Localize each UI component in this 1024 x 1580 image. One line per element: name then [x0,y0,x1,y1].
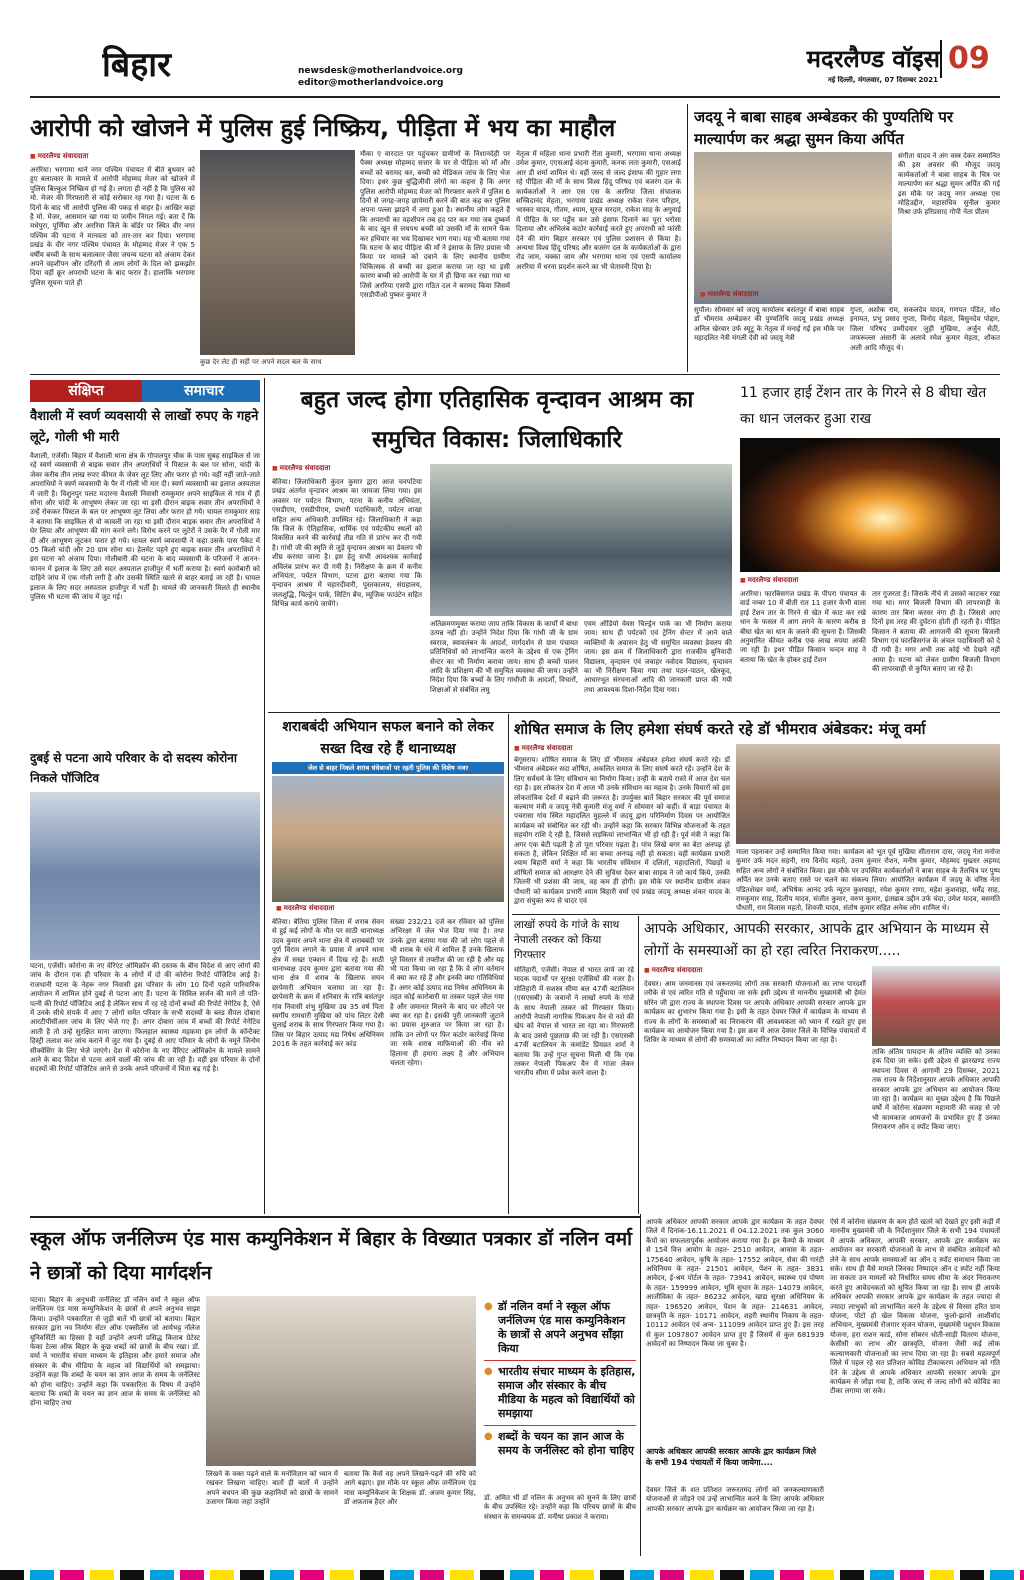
brief-tag-1: संक्षिप्त [30,380,142,402]
email-editor[interactable]: editor@motherlandvoice.org [298,78,444,88]
fire-t1: अररिया। फारबिसगंज प्रखंड के पीपरा पंचायत के वार्ड नम्बर 10 में बीती रात 11 हजार केभी वाला हाई टेंशन तार के गिरने से खेत में काट कर रखे धान के फसल में आग लगने के कारण करीब 8 बीघा खेत का धान के जलने की सूचना है। जिसकी अनुमानित कीमत करीब एक लाख रुपया आंकी जा रही है। इधर पीड़ित किसान चन्दन साह ने बताया कि खेत के होकर हाई टेंशन [740,590,866,664]
a1-headline: आरोपी को खोजने में पुलिस हुई निष्क्रिय, पीड़िता में भय का माहौल [30,114,616,142]
liquor-strip: जेल से बाहर निकले शराब धंधेबाजों पर रहती पुलिस की विशेष नजर [272,762,504,774]
school-cap3: डॉ. अमित भी डॉ नलिन के अनुभव को सुनने के लिए छात्रों के बीच उपस्थित रहे। उन्होंने कहा कि परिचय छात्रों के बीच संस्थान के समन्वयक डॉ. मनीषा प्रकाश ने कराया। [484,1494,636,1521]
row4-rule [30,1216,640,1218]
amb2-photo [736,744,1000,844]
a1-divider [687,104,688,372]
brief-tag-2: समाचार [184,383,224,399]
brief-tag [30,380,260,402]
school-bullets [484,1296,636,1492]
vrindavan-byline [272,464,422,474]
liquor-divider [508,714,509,1214]
liquor-photo [272,776,504,902]
aapke-headline: आपके अधिकार, आपकी सरकार, आपके द्वार अभियान के माध्यम से लोगों के समस्याओं का हो रहा त्वरित निराकरण..... [644,921,989,959]
brief-h2: दुबई से पटना आये परिवार के दो सदस्य कोरोना निकले पॉजिटिव [30,751,237,785]
school-photo [206,1296,476,1466]
school-t1: पटना। बिहार के अनुभवी जर्नलिस्ट डॉ नलिन वर्मा ने स्कूल ऑफ जर्नलिज्म एंड मास कम्युनिकेशन के छात्रों से अपने अनुभव साझा किया। उन्होंने पत्रकारिता से जुड़ी बातें भी छात्रों को बताया। बिहार सरकार द्वारा नव निर्माण सेंटर ऑफ एक्सीलेंस जो आर्यभट्ट नॉलेज यूनिवर्सिटी का हिस्सा है वहाँ उन्होंने अपनी प्रसिद्ध किताब ग्रेटेस्ट फेका टेल्स ऑफ बिहार के कुछ शब्दों को छात्रों के बीच रखा। डॉ. वर्मा ने भारतीय संचार माध्यम के इतिहास और हमारे समाज और संस्कार के बीच मीडिया के महत्व को विद्यार्थियों को समझाया। उन्होंने कहा कि शब्दों के चयन का ज्ञान आज के समय के जर्नलिस्ट को होना चाहिए। उन्होंने कहा कि पत्रकारिता के विषय में उन्होंने बताया कि शब्दों के चयन का ज्ञान आज के समय के जर्नलिस्ट को होना चाहिए तथा [30,1296,200,1408]
a1-col3: नेतृत्व में महिला थाना प्रभारी रीता कुमारी, भरगामा थाना अध्यक्ष उमेश कुमार, एएसआई वंदना कुमारी, कनक लता कुमारी, एसआई आर डी शर्मा शामिल थे। वहीं जल्द से जल्द इंसाफ की गुहार लगा रहे पीड़िता की माँ के साथ विश्व हिंदू परिषद एवं बजरंग दल के कार्यकर्ताओं ने आर एस एस के अररिया जिला संचालक सच्चिदानंद मेहता, भरगामा प्रखंड अध्यक्ष राकेश रंजन परिहार, भास्कर यादव, गौतम, श्याम, सूरज सरदार, राकेश साह के अगुवाई में पीड़ित के घर पहुँच कर उसे इंसाफ दिलाने का पूरा भरोसा दिलाया और अभिलंब कठोर कार्रवाई करते हुए अपराधी को फांसी देने की मांग बिहार सरकार एवं पुलिस प्रशासन से किया है। अन्यथा विश्व हिंदू परिषद और बजरंग दल के कार्यकर्ताओं के द्वारा रोड जाम, चक्का जाम और भरगामा थाना एवं एसपी कार्यालय अररिया में धरना प्रदर्शन करने का भी चेतावनी दिया है। [516,150,681,271]
school-cap1: लिखने के वक्त पढ़ने वाले के मनोविज्ञान को ध्यान में रखकर लिखना चाहिए। बातों ही बातों में उन्होंने अपने बचपन की कुछ कहानियों को छात्रों के सामने उजागर किया जहां उन्होंने [206,1470,338,1507]
print-color-bar [0,1570,1024,1580]
a2-body1: सुपौल। सोमवार को जदयू कार्यालय बसंतपुर में बाबा साहब डॉ भीमराव अम्बेडकर की पुण्यतिथि जदयू प्रखंड अध्यक्ष अनिल खेरवार उर्फ स्मूटू के नेतृत्व में मनाई गई इस मौके पर महादलित नेत्री मंगली देवी को जदयू नेत्री [694,306,844,343]
row3-rule [512,914,1000,915]
nepal-t1: मोतिहारी, एजेंसी। नेपाल से भारत लाये जा रहे मादक पदार्थों पर सुरक्षा एजेंसियों की नजर है। मोतिहारी में सशस्त्र सीमा बल 47वीं बटालियन (एसएसबी) के जवानों ने लाखों रुपये के गांजे के साथ नेपाली तस्कर को गिरफ्तार किया। आरोपी नेपाली नागरिक पिकअप वैन से नशे की खेप को नेपाल से भारत ला रहा था। गिरफ्तारी के बाद उससे पूछताछ की जा रही है। एसएसबी 47वीं बटालियन के कमांडेंट प्रियव्रत शर्मा ने बताया कि उन्हें गुप्त सूचना मिली थी कि एक तस्कर नेपाली पिकअप वैन में गांजा लेकर भारतीय सीमा में प्रवेश करने वाला है। [514,966,634,1078]
a2-byline [700,290,840,300]
school-bullet-2: ● भारतीय संचार माध्यम के इतिहास, समाज और संस्कार के बीच मीडिया के महत्व को विद्यार्थियों को समझाया [484,1361,636,1426]
a1-photo [200,150,355,355]
a1-byline [30,152,190,162]
aapke-right1: ताकि अंतिम पायदान के अंतिम व्यक्ति को उनका हक दिया जा सके। इसी उद्देश्य से झारखण्ड राज्य स्थापना दिवस से आगामी 29 दिसम्बर, 2021 तक राज्य के निर्देशानुसार आपके अधिकार आपकी सरकार आपके द्वार अभियान का आयोजन किया जा रहा है। कार्यक्रम का मुख्य उद्देश्य है कि पिछले वर्षों में कोरोना संक्रमण महामारी की वजह से जो भी कामकाज आमजनों के प्रभावित हुए हैं उनका निराकरण ऑन द स्पॉट किया जाए। [872,1048,1000,1132]
brief-t2: पटना, एजेंसी। कोरोना के नए वेरिएंट ओमिक्रॉन की दस्तक के बीच विदेश से आए लोगों की जांच के दौरान एक ही परिवार के 4 लोगों में दो की कोरोना रिपोर्ट पॉजिटिव आई है। राजधानी पटना के नेहरू नगर निवासी इस परिवार के लोग 10 दिनों पहले पारिवारिक आयोजन में शामिल होने दुबई से पटना आए हैं। पटना के सिविल सर्जन की मानें तो पति-पत्नी की रिपोर्ट पॉजिटिव आई है लेकिन साथ में रह रहे दोनों बच्चों की रिपोर्ट नेगेटिव है, ऐसे में उनके सीधे संपर्क में आए 7 लोगों समेत परिवार के सभी सदस्यों के ब्लड सैंपल दोबारा आरटीपीसीआर जांच के लिए भेजे गए हैं। अगर दोबारा जांच में बच्चों की रिपोर्ट नेगेटिव आती है तो उन्हें सुरक्षित माना जाएगा। फिलहाल स्वास्थ्य महकमा इन लोगों के कॉन्टैक्ट हिस्ट्री तलाश कर जांच कराने में जुट गया है। दुबई से आए परिवार के लोगों के नमूने जिनोम सीक्वेंसिंग के लिए भेजे जाएंगे। देश में कोरोना के नए वैरिएंट ओमिक्रोन के मामले सामने आने के बाद विदेश से पटना आने वालों की जांच की जा रही है। वहीं इस परिवार के दोनों सदस्यों की रिपोर्ट पॉजिटिव आने से उनके अपने परिजनों में चिंता बढ़ गई है। [30,962,260,1074]
aapke-t2: आपके अधिकार आपकी सरकार आपके द्वार कार्यक्रम के तहत देवघर जिले में दिनांक-16.11.2021 से 04.12.2021 तक कुल 3060 कैंपों का सफलतापूर्वक आयोजन कराया गया है। इन कैम्पो के माध्यम से 15वें वित्त आयोग के तहत- 2510 आवेदन, आवास के तहत- 175640 आवेदन, कृषि के तहत- 17552 आवेदन, सेवा की गारंटी अधिनियम के तहत- 21501 आवेदन, पेंशन के तहत- 3831 आवेदन, ई-श्रम पोर्टल के तहत- 73941 आवेदन, स्वास्थ्य एवं पोषण के तहत- 159999 आवेदन, भूमि सुधार के तहत- 14079 आवेदन, आजीविका के तहत- 86232 आवेदन, खाद्य सुरक्षा अधिनियम के तहत- 196520 आवेदन, पेंशन के तहत- 214631 आवेदन, छात्रवृति के तहत- 10171 आवेदन, शहरी स्थानीय निकाय के तहत- 10112 आवेदन एवं अन्य- 111099 आवेदन प्राप्त हुए हैं। इस तरह से कुल 1097807 आवेदन प्राप्त हुए हैं जिसमें से कुल 681939 आवेदनों का निष्पादन किया जा चुका है। [646,1218,824,1349]
a2-body2: गुप्ता, अशोक राम, सकलदेव यादव, गणपत पंडित, मोo इनायत, प्रभु प्रसाद गुप्ता, विनोद मेहता, बिसुनदेव पोद्दार, जिला परिषद उम्मीदवार जुही मुखिया, अर्जुन सेठी, जफरूल्ला अंसारी के अलावे रमेश कुमार मेहता, शौकत अली आदि मौजूद थे। [850,306,1000,352]
amb2-caption: माला पहनाकर उन्हें सम्मानित किया गया। कार्यक्रम को भूत पूर्व मुखिया सीताराम दास, जदयू नेता मनोज कुमार उर्फ मदन सहनी, राम विनोद महतो, उत्तम कुमार रोशन, मनीष कुमार, मोहम्मद मुख्तार अहमद सहित अन्य लोगों ने संबोधित किया। इस मौके पर उपस्थित कार्यकर्ताओं ने बाबा साहब के तैलचित्र पर पुष्प अर्पित कर उनके बताए रास्ते पर चलने का संकल्प लिया। आयोजित कार्यक्रम में जदयू के वरिष्ठ नेता पंडितशेखर वर्मा, अभिषेक आनंद उर्फ न्यूटन कुशवाहा, रमेश कुमार राणा, महेश कुशवाहा, धर्मेंद्र साह, रामकुमार साह, दिलीप यादव, संजीत कुमार, वरुण कुमार, इंतखाब उद्दीन उर्फ चंदा, उमेश यादव, बसमति पौधारी, राम विलास महतो, शिवजी यादव, संतोष कुमार सहित अनेक लोग शामिल थे। [736,848,1000,912]
aapke-byline [644,966,784,976]
row2-rule [268,712,1000,713]
masthead-rule [30,96,1000,98]
aapke-t1: देवघर। आम जनमानस एवं जरूरतमंद लोगों तक सरकारी योजनाओं का लाभ पारदर्शी तरीके से एवं त्वरित गति से पहुँचाया जा सके इसी उद्देश्य से माननीय मुख्यमंत्री श्री हेमंत सोरेन जी द्वारा राज्य के स्थापना दिवस पर आपके अधिकार आपकी सरकार आपके द्वार कार्यक्रम का शुभारंभ किया गया है। इसी के तहत देवघर जिले में कार्यक्रम के माध्यम से राज्य के लोगों के समस्याओं का निराकरण की आवश्यकता को ध्यान में रखते हुए इस कार्यक्रम का आयोजन किया गया है। इस क्रम में आज देवघर जिले के विभिन्न पंचायतों में शिविर के माध्यम से लोगों की समस्याओं का त्वरित निष्पादन किया जा रहा है। [644,980,866,1045]
brief-h1: वैशाली में स्वर्ण व्यवसायी से लाखों रुपए के गहने लूटे, गोली भी मारी [30,409,259,445]
amb2-byline-text: ■ मदरलैण्ड संवाददाता [514,744,654,753]
brief-divider [264,378,265,1214]
vrindavan-photo [430,464,732,616]
school-headline: स्कूल ऑफ जर्नलिज्म एंड मास कम्युनिकेशन में बिहार के विख्यात पत्रकार डॉ नलिन वर्मा ने छात्रों को दिया मार्गदर्शन [30,1228,632,1284]
fire-photo [740,438,1000,572]
amb2-headline: शोषित समाज के लिए हमेशा संघर्ष करते रहे डॉ भीमराव अंबेडकर: मंजू वर्मा [514,720,926,738]
aapke-bold: आपके अधिकार आपकी सरकार आपके द्वार कार्यक्रम जिले के सभी 194 पंचायतों में किया जायेगा.... [646,1447,817,1467]
nepal-headline: लाखों रुपये के गांजे के साथ नेपाली तस्कर को किया गिरफ्तार [514,919,620,961]
liquor-byline [276,904,416,914]
nepal-divider [638,916,639,1214]
email-newsdesk[interactable]: newsdesk@motherlandvoice.org [298,66,463,76]
a2-side: संगीता यादव ने अंग वस्त्र देकर सम्मानित की इस अवसर की मौजूद जदयू कार्यकर्ताओं ने बाबा साहब के चित्र पर माल्यार्पण कर श्रद्धा सुमन अर्पित की गई इस मौके पर जदयू नगर अध्यक्ष एस मोहिउद्दीन, महासचिव सुनील कुमार मिश्रा उर्फ हरिप्रसाद गोपी नेता प्रीतम [898,152,1000,217]
fire-t2: तार गुजरता है। जिसके नीचे से उसको काटकर रखा गया था। मगर बिजली विभाग की लापरवाही के कारण तार बिना करवर नंगा ही है। जिससे आए दिनों इस तरह की दुर्घटना होती ही रहती है। पीड़ित किसान ने बताया की आगजनी की सूचना बिजली विभाग एवं फारबिसगंज के अंचल पदाधिकारी को दे दी गयी है। मगर अभी तक कोई भी देखने नहीं आया है। घटना को लेकर ग्रामीण बिजली विभाग की लापरवाही से कुपित बताए जा रहे हैं। [872,590,1000,674]
aapke-byline-text: ■ मदरलैण्ड संवाददाता [644,966,784,975]
fire-headline: 11 हजार हाई टेंशन तार के गिरने से 8 बीघा खेत का धान जलकर हुआ राख [740,385,987,427]
amb2-t1: बेगूसराय। शोषित समाज के लिए डॉ भीमराव अंबेडकर हमेशा संघर्ष करते रहे। डॉ भीमराव अंबेडकर सदा शोषित, अकलित समाज के लिए संघर्ष करते रहें। उन्होंने देश के लिए सर्वधर्म के लिए संविधान का निर्माण किया। उन्हीं के बताये रास्ते में आज देश चल रहा है। इस लोकतंत्र देश में आज भी उनके संविधान का महत्व है। उनके विचारों को इस लोकतांत्रिक देशों में बढ़ाने की जरूरत है। उपर्युक्त बातें बिहार सरकार की पूर्व समाज कल्याण मंत्री व जदयू नेत्री कुमारी मंजू वर्मा ने सोमवार को कहीं। वे बाड़ा पंचायत के पचरासा गांव स्थित महादलित मुहल्ले में जदयू द्वारा परिनिर्माण दिवस पर आयोजित कार्यक्रम को संबोधित कर रही थी। उन्होंने कहा कि सरकार विभिन्न योजनाओं के तहत सहयोग राशि दे रही है, जिससे लड़कियां लाभान्वित भी हो रही हैं। पूर्व मंत्री ने कहा कि अगर एक बेटी पढ़ती है तो पूरा परिवार पढ़ता है। पांच लिखे बगर का बेटा अनपढ़ हो सकता है, लेकिन शिक्षित माँ का बच्चा अनपढ़ नहीं हो सकता। वहीं कार्यक्रम प्रभारी श्याम बिहारी वर्मा ने कहा कि भारतीय संविधान में दलितों, महादलितों, पिछड़ों व शोषितों समाज को आरक्षण देने की सुविधा देकर बाबा साहब ने जो कार्य किये, उनकी जितनी भी प्रशंसा की जाय, वह कम ही होगी। इस मौके पर स्थानीय ग्रामीण शंकर पौधारी को कार्यक्रम प्रभारी श्याम बिहारी वर्मा एवं प्रखंड जदयू अध्यक्ष शंकर यादव के द्वारा संयुक्त रूप से चादर एवं [514,756,730,906]
a2-headline: जदयू ने बाबा साहब अम्बेडकर की पुण्यतिथि पर माल्यार्पण कर श्रद्धा सुमन किया अर्पित [694,108,954,148]
brief-photo [30,792,260,960]
vrindavan-headline: बहुत जल्द होगा एतिहासिक वृन्दावन आश्रम का समुचित विकास: जिलाधिकारि [300,387,694,453]
aapke-t4: ऐसे में कोरोना संक्रमण के कम होते खतरे को देखते हुए इसी कड़ी में माननीय मुख्यमंत्री जी के निर्देशानुसार जिले के सभी 194 पंचायतों में आपके अधिकार, आपकी सरकार, आपके द्वार कार्यक्रम का आयोजन कर सरकारी योजनाओं के लाभ से संबंधित आवेदनों को लेने के साथ आपके समस्याओं का ऑन द स्पॉट समाधान किया जा सके। साथ ही वैसे मामले जिनका निष्पादन ऑन द स्पॉट नहीं किया जा सकता उन मामलों को निर्धारित समय सीमा के अंदर निराकरण करते हुए आवेदनकर्ता को सूचित किया जा रहा है। साथ ही आपके अधिकार आपकी सरकार आपके द्वार कार्यक्रम के तहत ज्यादा से ज्यादा लाभुकों को लाभान्वित करने के उद्देश्य से विरसा हरित ग्राम योजना, पोटो हो खेल विकास योजना, फूलो-झानो आशीर्वाद अभियान, मुख्यमंत्री रोजगार सृजन योजना, मुख्यमंत्री पशुधन विकास योजना, हरा राशन कार्ड, सोना सोबरन धोती-साड़ी वितरण योजना, केसीसी का लाभ और छात्रवृति, योजना जैसी कई लोक कल्याणकारी योजनाओं का लाभ दिया जा रहा है। सबसे महत्वपूर्ण जिले में पहल रहे सत प्रतिशत कोविड टीकाकरण अभियान को गति देने के उद्देश्य से आपके अधिकार आपकी सरकार आपके द्वार कार्यक्रम से जोड़ा गया है, ताकि जल्द से जल्द लोगों को कोविड का टीका लगाया जा सके। [830,1218,1000,1396]
page-number: 09 [940,40,1000,78]
vrindavan-t3: एवम ऑडियो वेवस चिल्ड्रेन पार्क का भी निर्माण कराया जाय। साथ ही पर्यटकों एवं ट्रेनिंग सेन्टर में आने वाले व्यक्तियों के अवासन हेतु भी समुचित व्यवस्था डेवलप की जाय। इस क्रम में जिलाधिकारी द्वारा राजकीय बुनियादी विद्यालय, वृन्दावन एवं जवाहर नवोदय विद्यालय, वृन्दावन का भी निरीक्षण किया गया तथा पठन-पाठन, खेलकूद, आधारभूत संरचनाओं आदि की जानकारी प्राप्त की गयी तथा आवश्यक दिशा-निर्देश दिया गया। [584,620,732,694]
school-bullet-1: ● डॉ नलिन वर्मा ने स्कूल ऑफ जर्नलिज्म एंड मास कम्युनिकेशन के छात्रों से अपने अनुभव साँझा किया [484,1296,636,1361]
liquor-headline: शराबबंदी अभियान सफल बनाने को लेकर सख्त दिख रहे हैं थानाध्यक्ष [282,719,494,757]
dateline: नई दिल्ली, मंगलवार, 07 दिसम्बर 2021 [827,76,938,84]
a1-col1: अररिया। भरगामा थाने नगर पश्चिम पंचायत में बीते बुधवार को हुए बलात्कार के मामले में आरोपी मोहम्मद मेजर को खोजने में पुलिस बिल्कुल निष्क्रिय हो गई है। लगता ही नहीं है कि पुलिस को मो. मेजर की गिरफ्तारी से कोई सरोकार रह गया है। घटना के 6 दिनों के बाद भी आरोपी पुलिस की पकड़ से बाहर है। आखिर कहां है मो. मेजर, आसमान खा गया या जमीन निगल गई। बता दें कि मधेपुरा, पूर्णिया और अररिया जिले के बॉर्डर पर स्थित वीर नगर पश्चिम की घटना ने मानवता को तार-तार कर दिया। भरगामा प्रखंड के वीर नगर पश्चिम पंचायत के मोहम्मद मेजर ने एक 5 वर्षीय बच्ची के साथ बलात्कार जैसा जघन्य घटना को अंजाम देकर अपने वहशीपन और दरिंदगी से आम लोगों के दिल को झकझोर दिया वहीं क्रूर अपराधी घटना के बाद फरार है। हालांकि भरगामा पुलिस सूचना पाते ही [30,166,195,287]
school-bullet-3: ● शब्दों के चयन का ज्ञान आज के समय के जर्नलिस्ट को होना चाहिए [484,1426,636,1462]
fire-byline-text: ■ मदरलैण्ड संवाददाता [740,576,880,585]
brief-t1: वैशाली, एजेंसी। बिहार में वैशाली थाना क्षेत्र के गोपालपुर चौक के पास सुबह साइकिल से जा रहे स्वर्ण व्यवसायी से बाइक सवार तीन अपराधियों ने पिस्टल के बल पर सोना, चांदी के जेवर करीब तीन लाख रुपए कीमत के जेवर लूट लिए और फरार हो गये। वहीं नहीं जाते-जाते अपराधियों ने स्वर्ण व्यवसायी के पैर में गोली भी मार दी। स्वर्ण व्यवसायी का इलाज अस्पताल में जारी है। विशुनपुर पलट मदारना वैशाली निवासी रामकुमार अपने साइकिल से गांव में ही सोना और चांदी के आभूषण लेकर जा रहा था इसी दौरान बाइक सवार तीन अपराधियों ने उन्हें रोककर पिस्टल के बल पर आभूषण लूट लिया और फरार हो गये। घायल रामकुमार साह ने बताया कि साइकिल से वो कावली जा रहा था इसी दौरान बाइक सवार तीन अपराधियों ने घेर लिया और आभूषण की मांग करने लगे। विरोध करने पर लुटेरों ने उसके पैर में गोली मार दी और आभूषण लूटकर फरार हो गये। घायल स्वर्ण व्यवसायी ने कहा उसके पास पैकेट में 05 किलो चांदी और 20 ग्राम सोना था। हेलमेट पहने हुए बाइक सवार तीन अपराधियों ने इस घटना को अंजाम दिया। गोलीबारी की घटना के बाद व्यवसायी के परिजनों ने आनन-फानन में इलाज के लिए उसे सदर अस्पताल हाजीपुर में भर्ती कराया है। स्वर्ण कारोबारी को दाहिने जांघ में एक गोली लगी है और उसकी स्थिति खतरे से बाहर बताई जा रही है। घायल इलाज के लिए सदर अस्पताल हाजीपुर में भर्ती है। मामले की जानकारी मिलते ही स्थानीय पुलिस भी घटना की जांच में जुट गई। [30,452,260,602]
amb2-byline [514,744,654,754]
a1-col2: मौका ए वारदात पर पहुंचकर ग्रामीणों के निशानदेही पर पैक्स अध्यक्ष मोहम्मद सत्तार के घर से पीड़िता को माँ और बच्चों को बरामद कर, बच्ची को मेडिकल जांच के लिए भेज दिया। इधर कुछ बुद्धिजीवी लोगों का कहना है कि अगर पुलिस आरोपी मोहम्मद मेजर को गिरफ्तार करने में पुलिस 6 दिनों से जगह-जगह छापेमारी करने की बात कह कर पुलिस अपना पल्ला झाड़ने में लगा हुआ है। स्थानीय लोग कहते हैं कि अपराधी का वहशीपन तब हद पार कर गया जब दुष्कर्म के बाद खून से लथपथ बच्ची को उसकी माँ के सामने फेंक कर हथियार का भय दिखाकर भाग गया। यह भी बताया गया कि घटना के बाद पीड़िता की माँ ने इंसाफ के लिए प्रयास भी किया पर मामले को दबाने के लिए स्थानीय ग्रामीण चिकित्सक से बच्ची का इलाज कराया जा रहा था इसी कारण बच्ची को आरोपी के घर में ही छिपा कर रखा गया था जिसे अररिया एसपी द्वारा गठित दल ने बरामद किया जिसमें एसडीपीओ पुष्कर कुमार ने [360,150,510,300]
school-cap2: बताया कि कैसे वह अपने लिखने-पढ़ने की रुचि को आगे बढ़ाए। इस मौके पर स्कूल ऑफ जर्नलिज्म एंड मास कम्युनिकेशन के शिक्षक डॉ. अजय कुमार सिंह, डॉ अफ़ताब हैदर और [344,1470,476,1507]
liquor-byline-text: ■ मदरलैण्ड संवाददाता [276,904,416,913]
aapke-photo [872,966,1000,1046]
row1-rule [30,374,1000,375]
vrindavan-t2: अतिक्रमणमुक्त कराया जाय ताकि विकास के कार्यों में बाधा उत्पन्न नहीं हो। उन्होंने निदेश दिया कि गांधी जी के ग्राम स्वराज, स्वावलंबन के आदर्श, मार्गदर्शन से ग्राम पंचायत प्रतिनिधियों को लाभान्वित कराने के उद्देश्य से एक ट्रेनिंग सेन्टर का भी निर्माण कराया जाय। साथ ही बच्चों पालन आदि के प्रशिक्षण की भी समुचित व्यवस्था की जाय। उन्होंने निदेश दिया कि बच्चों के लिए गांधीजी के आदर्शों, विचारों, शिक्षाओं से संबंधित लघु [430,620,578,694]
aapke-lower-divider [640,1214,641,1556]
liquor-t2: संख्या 232/21 दर्ज कर रविवार को पुलिस अभिरक्षा में जेल भेज दिया गया है। तथा उनके द्वारा बताया गया की जो लोग पहले से भी शराब के धंधे में शामिल हैं उनके खिलाफ पूरे विस्तार से तफ्तीश की जा रही है और यह भी पता किया जा रहा है कि वे लोग वर्तमान में क्या कर रहे हैं और इनकी क्या गतिविधियां हैं। अगर कोई उत्पाद मद्य निषेध अधिनियम के तहत कोई कारोबारी या तस्कर पहले जेल गया है और जमानत मिलने के बाद घर लौटने पर क्या कर रहा है। इसकी पूरी जानकारी जुटाने का प्रयास शुरुआत पर किया जा रहा है। ताकि उन लोगों पर फिर कठोर कार्रवाई किया जा सके शराब माफियाओं की नींव को हिलाना ही हमारा लक्ष्य है और अभियान चलता रहेगा। [390,918,504,1068]
a1-caption: कुछ देर लेट ही सही पर अपने सदल बल के साथ [200,358,322,366]
section-title: बिहार [102,45,171,85]
vrindavan-byline-text: ■ मदरलैण्ड संवाददाता [272,464,422,473]
aapke-t3: देवघर जिले के शत प्रतिशत जरूरतमंद लोगों को जनकल्याणकारी योजनाओं से जोड़ने एवं उन्हें लाभान्वित करने के लिए आपके अधिकार आपकी सरकार आपके द्वार कार्यक्रम का आयोजन किया जा रहा है। [646,1486,824,1513]
paper-logo: मदरलैण्ड वॉइस [806,45,940,73]
a2-byline-text: ■ मदरलैण्ड संवाददाता [700,290,840,299]
a2-photo [694,152,892,304]
vrindavan-t1: बेतिया। जिलाधिकारी कुंदन कुमार द्वारा आज चनपटिया प्रखंड अंतर्गत वृन्दावन आश्रम का जायजा लिया गया। इस अवसर पर पर्यटन विभाग, पटना के कनीय अभियंता, एसडीएम, एसडीपीएम, प्रभारी पदाधिकारी, पर्यटन शाखा सहित अन्य अधिकारी उपस्थित रहे। जिलाधिकारी ने कहा कि जिले के ऐतिहासिक, धार्मिक एवं पर्यटकीय स्थलों को विकसित करने की कार्रवाई तीव्र गति से प्रारंभ कर दी गयी है। गांधी जी की स्मृति से जुड़े वृन्दावन आश्रम का डेवलप भी शीघ्र कराया जाना है। इस हेतु सभी आवश्यक कार्रवाई अविलंब प्रारंभ कर दी गयी है। निरीक्षण के क्रम में कनीय अभियंता, पर्यटन विभाग, पटना द्वारा बताया गया कि वृन्दावन आश्रम में चहारदीवारी, पुस्तकालय, संग्रहालय, जलशुद्धि, चिल्ड्रेन पार्क, सिटिंग बेंच, म्यूजिक फाउंटेन सहित विभिन्न कार्य कराये जायेंगे। [272,478,422,609]
liquor-t1: बेतिया। बेतिया पुलिस जिला में शराब सेवन से हुई कई लोगों के मौत पर साठी थानाध्यक्ष उदय कुमार अपने थाना क्षेत्र में शराबबंदी पर पूर्ण विराम लगाने के प्रयास में अपने थाना क्षेत्र में सख्त एक्शन में दिख रहे हैं। साठी थानाध्यक्ष उदय कुमार द्वारा बताया गया की थाना क्षेत्र में शराब के खिलाफ सघन छापेमारी अभियान चलाया जा रहा है। छापेमारी के क्रम में शनिवार के रात्रि बसंतपुर गांव निवासी शंभु मुखिया उम्र 35 वर्ष पिता स्वर्गीय रामधारी मुखिया को पांच लिटर देसी चुलाई शराब के साथ गिरफ्तार किया गया है। जिस पर बिहार उत्पाद मद्य निषेध अधिनियम 2016 के तहत कार्रवाई कर कांड [272,918,384,1049]
fire-byline [740,576,880,586]
a1-byline-text: ■ मदरलैण्ड संवाददाता [30,152,190,161]
